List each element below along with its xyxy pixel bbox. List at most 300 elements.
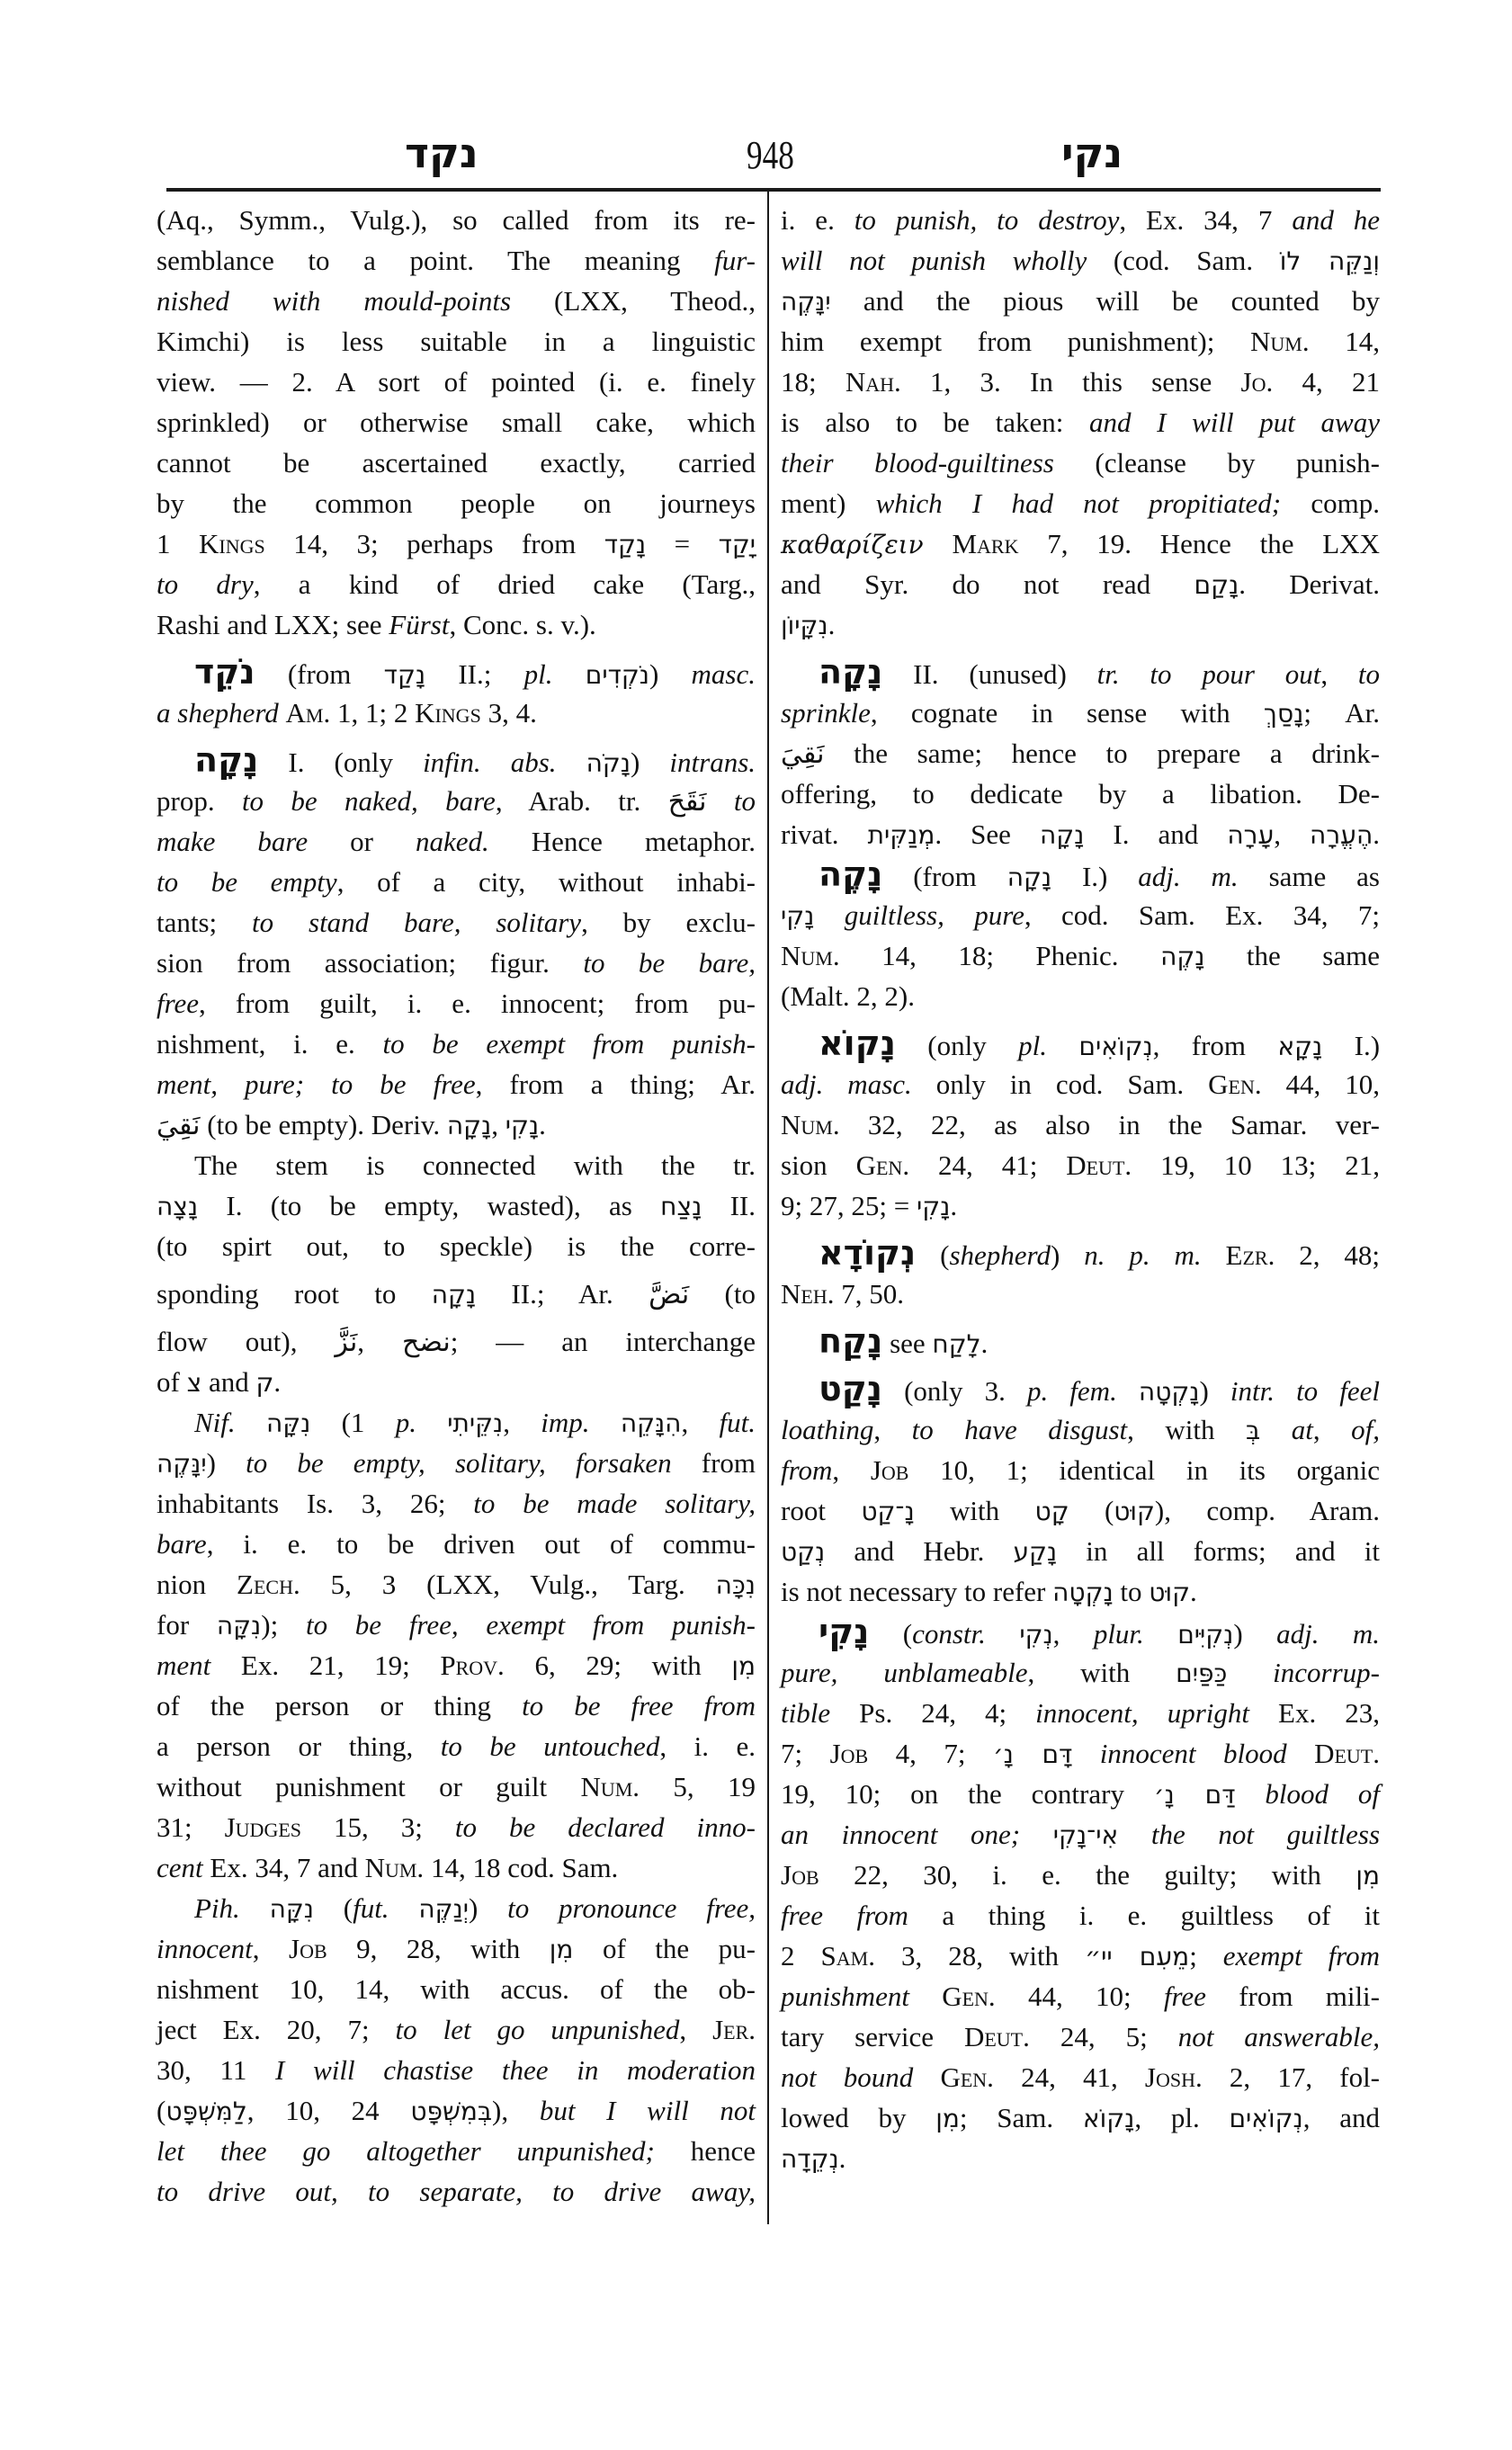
right-column [781, 200, 1380, 2178]
arabic-word: نَقِيَ [781, 738, 825, 770]
text-line [157, 240, 756, 281]
text: Ps. 24, 4; [830, 1697, 1036, 1729]
italic-text: fur- [714, 245, 756, 276]
text: the same [1204, 940, 1380, 971]
text: 3, 4. [480, 697, 537, 729]
text [1020, 1819, 1053, 1850]
hebrew-word: קוּט [1149, 1578, 1190, 1607]
text-line [157, 1402, 756, 1443]
text: ); [261, 1609, 306, 1641]
text [1047, 1030, 1078, 1061]
small-caps-reference: Neh. [781, 1278, 835, 1310]
text: is also to be taken: [781, 407, 1089, 438]
italic-text: Nif. [194, 1407, 236, 1438]
text: by the common people on journeys [157, 487, 756, 519]
hebrew-word: נִקָּה [216, 1611, 262, 1641]
text: . [539, 1109, 546, 1140]
text-line [781, 1024, 1380, 1064]
italic-text: and I will put away [1089, 407, 1380, 438]
text [552, 658, 585, 690]
text: 2, 48; [1275, 1239, 1380, 1271]
headword: נְקוֹדָא [819, 1233, 917, 1273]
text-line [781, 693, 1380, 733]
italic-text: Pih. [194, 1892, 240, 1924]
text [240, 1892, 270, 1924]
text: 2, 17, fol- [1202, 2061, 1381, 2093]
text-line [781, 1274, 1380, 1314]
text: from [671, 1447, 756, 1479]
hebrew-word: דָּם נָ׳ [992, 1739, 1073, 1769]
italic-text: at [1291, 1414, 1313, 1445]
italic-text: loathing [781, 1414, 874, 1445]
text-line [157, 1362, 756, 1402]
headword: נָקוֹא [819, 1024, 896, 1063]
hebrew-word: נָקַד [604, 530, 647, 559]
hebrew-word: הֶעֱרָה [1310, 820, 1373, 850]
text [416, 1407, 447, 1438]
text-line [781, 1233, 1380, 1274]
text: sprinkled) or otherwise small cake, which [157, 407, 756, 438]
text: hence [654, 2135, 756, 2167]
italic-text: masc. [691, 658, 756, 690]
italic-text: to be untouched [440, 1730, 660, 1762]
text-line [781, 1145, 1380, 1185]
text: Rashi and LXX; see [157, 609, 389, 640]
text: flow out), [157, 1326, 336, 1357]
text-line [157, 2131, 756, 2171]
text [1144, 1618, 1177, 1650]
text: of the pu- [573, 1933, 756, 1964]
text-line [781, 1855, 1380, 1895]
text-line [157, 362, 756, 402]
text: I. and [1084, 818, 1228, 850]
text-line [157, 321, 756, 362]
headword: נֹקֵד [194, 652, 255, 692]
text: I. (only [258, 747, 424, 778]
text: ) [631, 747, 670, 778]
text-line [157, 523, 756, 564]
text: same as [1238, 861, 1381, 892]
italic-text: innocent, upright [1035, 1697, 1249, 1729]
text: , from guilt, i. e. innocent; from pu- [199, 988, 756, 1019]
text: 5, 19 [640, 1771, 756, 1802]
text: to [1113, 1576, 1150, 1607]
text: with [914, 1495, 1035, 1526]
italic-text: intr. to feel [1230, 1375, 1381, 1407]
text: 7, 50. [834, 1278, 904, 1310]
hebrew-word: נְקַט [781, 1537, 826, 1567]
italic-text: intrans. [669, 747, 756, 778]
text: ( [1069, 1495, 1114, 1526]
text: and Hebr. [825, 1535, 1014, 1567]
text: , Conc. s. v.). [449, 609, 596, 640]
italic-text: to [733, 785, 756, 817]
text-line [781, 362, 1380, 402]
text [1072, 1738, 1099, 1769]
small-caps-reference: Kings [199, 528, 265, 559]
text-line [157, 1064, 756, 1104]
small-caps-reference: Job [781, 1859, 819, 1891]
text-line [157, 200, 756, 240]
text: II. (unused) [882, 658, 1097, 690]
text-line [781, 483, 1380, 523]
text-line [157, 564, 756, 604]
text: ject Ex. 20, 7; [157, 2014, 396, 2045]
text: , [679, 2014, 713, 2045]
text: . See [935, 818, 1040, 850]
text: 4, 7; [868, 1738, 993, 1769]
text-line [781, 564, 1380, 604]
hebrew-word: לָקַח [932, 1329, 981, 1359]
text [557, 747, 586, 778]
hebrew-word: נָקָה [431, 1280, 477, 1310]
text: inhabitants Is. 3, 26; [157, 1488, 474, 1519]
text-line [157, 1605, 756, 1645]
italic-text: to have disgust [911, 1414, 1128, 1445]
hebrew-word: יָקַד [718, 530, 756, 559]
italic-text: punishment [781, 1981, 909, 2012]
hebrew-word: קוּט [1114, 1497, 1155, 1526]
italic-text: pl. [1018, 1030, 1047, 1061]
text-line [157, 781, 756, 821]
text-line [781, 1321, 1380, 1362]
hebrew-word: נָקַד [383, 660, 426, 690]
text-line [781, 1064, 1380, 1104]
text: , [491, 1109, 505, 1140]
text-line [781, 1450, 1380, 1490]
text-line [781, 1490, 1380, 1531]
text-line [157, 1888, 756, 1928]
text: , from [1152, 1030, 1278, 1061]
text-line [157, 693, 756, 733]
text-line [157, 2171, 756, 2212]
text-line [781, 1976, 1380, 2016]
small-caps-reference: Deut. [1314, 1738, 1380, 1769]
text: , 10, 24 [246, 2095, 411, 2126]
text: 32, 22, as also in the Samar. ver- [839, 1109, 1380, 1140]
hebrew-word: נָסַךְ [1263, 699, 1304, 729]
text-line [781, 604, 1380, 645]
text: (to [689, 1278, 756, 1310]
text: Ex. 34, 7 and [202, 1852, 365, 1883]
text-line [157, 1726, 756, 1766]
text: ) [468, 1892, 508, 1924]
text: lowed by [781, 2102, 936, 2133]
text: him exempt from punishment); [781, 326, 1250, 357]
headword: נָקָה [194, 740, 259, 780]
text: 24, 41, [993, 2061, 1145, 2093]
italic-text: to be free, exempt from punish- [305, 1609, 756, 1641]
text: , a kind of dried cake (Targ., [253, 568, 756, 600]
text: ( [313, 1892, 353, 1924]
hebrew-word: יִנָּקֶה [157, 1449, 207, 1479]
text-line [157, 443, 756, 483]
text: sion from association; figur. [157, 947, 584, 979]
text: from mili- [1205, 1981, 1380, 2012]
text [1118, 1819, 1151, 1850]
text: 44, 10, [1261, 1069, 1380, 1100]
italic-text: to be empty, solitary, forsaken [246, 1447, 672, 1479]
text: . Derivat. [1239, 568, 1380, 600]
text: of the person or thing [157, 1690, 523, 1721]
italic-text: but I will not [539, 2095, 756, 2126]
text: 30, 11 [157, 2054, 276, 2086]
small-caps-reference: Num. [364, 1852, 425, 1883]
text: is not necessary to refer [781, 1576, 1053, 1607]
headword: נָקָה [819, 652, 883, 692]
text: . [950, 1190, 958, 1221]
text-line [781, 1652, 1380, 1693]
hebrew-word: מֵעִם יי״ [1085, 1942, 1190, 1972]
hebrew-word: נְקוֹאִים [1229, 2104, 1303, 2133]
text: (cod. Sam. [1087, 245, 1280, 276]
hebrew-word: נָצָה [157, 1192, 199, 1221]
hebrew-word: נֹקְדִים [585, 660, 649, 690]
text: ( [157, 2095, 166, 2126]
small-caps-reference: Gen. [1208, 1069, 1262, 1100]
text: (from [255, 658, 384, 690]
text: ) [206, 1447, 246, 1479]
italic-text: the not guiltless [1150, 1819, 1381, 1850]
text: (Aq., Symm., Vulg.), so called from its re- [157, 204, 756, 236]
italic-text: adj. m. [1276, 1618, 1380, 1650]
hebrew-word: דַּם נָ׳ [1153, 1780, 1236, 1810]
text: ment) [781, 487, 876, 519]
text: of [157, 1366, 187, 1398]
italic-text: which I had not propitiated; [875, 487, 1282, 519]
text: and Syr. do not read [781, 568, 1194, 600]
hebrew-word: נָקָה [1039, 820, 1085, 850]
text [1202, 1239, 1226, 1271]
text: 19, 10; on the contrary [781, 1778, 1154, 1810]
small-caps-reference: Zech. [237, 1569, 300, 1600]
text: , Arab. tr. [495, 785, 668, 817]
text: . [1373, 818, 1380, 850]
text: II.; Ar. [476, 1278, 649, 1310]
hebrew-word: צ [186, 1368, 202, 1398]
text-line [781, 1814, 1380, 1855]
text [924, 528, 953, 559]
text-line [157, 2050, 756, 2090]
text: (from [882, 861, 1007, 892]
small-caps-reference: Kings [415, 697, 481, 729]
text: nion [157, 1569, 237, 1600]
text: , with [1027, 1657, 1176, 1688]
small-caps-reference: Deut. [963, 2021, 1030, 2052]
italic-text: free [1163, 1981, 1206, 2012]
hebrew-word: מִן [549, 1935, 574, 1964]
text-line [781, 1185, 1380, 1226]
italic-text: incorrup- [1273, 1657, 1380, 1688]
small-caps-reference: Mark [952, 528, 1019, 559]
text: , with [1127, 1414, 1247, 1445]
italic-text: adj. m. [1138, 861, 1239, 892]
italic-text: from [781, 1454, 833, 1486]
text: 15, 3; [301, 1811, 455, 1843]
text: , cod. Sam. Ex. 34, 7; [1024, 899, 1381, 931]
text: in all forms; and it [1057, 1535, 1380, 1567]
hebrew-word: נָקְטָה [1052, 1578, 1114, 1607]
hebrew-word: נִקֵּיתִי [447, 1408, 504, 1438]
text: sponding root to [157, 1278, 432, 1310]
text-line [781, 2016, 1380, 2057]
text-line [157, 1274, 756, 1314]
text [913, 2061, 940, 2093]
text: 2 [781, 1940, 821, 1972]
italic-text: to stand bare, solitary [252, 907, 582, 938]
text: I. (to be empty, wasted), as [198, 1190, 661, 1221]
italic-text: innocent blood [1099, 1738, 1287, 1769]
text: only in cod. Sam. [911, 1069, 1209, 1100]
text: , [832, 1454, 871, 1486]
text-line [781, 976, 1380, 1016]
text: 1, 1; 2 [330, 697, 416, 729]
text-line [781, 1369, 1380, 1409]
text: 6, 29; with [504, 1650, 732, 1681]
text: 24, 5; [1029, 2021, 1178, 2052]
hebrew-word: נִכָּה [715, 1570, 756, 1600]
text: nishment 10, 14, with accus. of the ob- [157, 1973, 756, 2005]
text: ) [1199, 1375, 1230, 1407]
text: I.) [1322, 1030, 1381, 1061]
text: sion [781, 1149, 856, 1181]
text-line [157, 1483, 756, 1524]
italic-text: guiltless, pure [844, 899, 1024, 931]
header-rule [166, 188, 1381, 192]
small-caps-reference: Num. [781, 1109, 840, 1140]
italic-text: to be free from [522, 1690, 756, 1721]
text [986, 1618, 1019, 1650]
header-right-guide-word: נקי [1061, 129, 1123, 177]
italic-text: tible [781, 1697, 831, 1729]
small-caps-reference: Job [870, 1454, 909, 1486]
hebrew-word: נָקוֹא [1082, 2104, 1135, 2133]
text [1236, 1778, 1266, 1810]
text-line [157, 740, 756, 781]
text [1260, 1414, 1292, 1445]
text: and the pious will be counted by [830, 285, 1380, 317]
italic-text: pure, unblameable [781, 1657, 1028, 1688]
header-left-guide-word: נקד [405, 129, 479, 177]
headword: נָקַח [819, 1321, 883, 1361]
text: 1 [157, 528, 199, 559]
text: 7, 19. Hence the LXX [1018, 528, 1381, 559]
italic-text: and he [1292, 204, 1381, 236]
text: cannot be ascertained exactly, carried [157, 447, 756, 478]
hebrew-word: נָקְטָה [1138, 1377, 1200, 1407]
italic-text: shepherd [949, 1239, 1051, 1271]
small-caps-reference: Num. [1250, 326, 1310, 357]
text: (1 [310, 1407, 396, 1438]
text-line [157, 1443, 756, 1483]
text-line [781, 523, 1380, 564]
text: ), [492, 2095, 540, 2126]
arabic-word: نَقَحَ [667, 786, 707, 818]
italic-text: will not punish wholly [781, 245, 1087, 276]
text: 3, 28, with [874, 1940, 1086, 1972]
arabic-word: نَزَّ [335, 1327, 358, 1358]
italic-text: to be declared inno- [454, 1811, 756, 1843]
hebrew-word: נָקָה [446, 1111, 492, 1140]
italic-text: to be exempt from punish- [382, 1028, 756, 1060]
italic-text: to let go unpunished [395, 2014, 680, 2045]
text: ; — an interchange [450, 1326, 756, 1357]
italic-text: exempt from [1222, 1940, 1380, 1972]
text: 10, 1; identical in its organic [908, 1454, 1381, 1486]
italic-text: not answerable, [1177, 2021, 1380, 2052]
text: I.) [1051, 861, 1139, 892]
italic-text: an innocent one; [781, 1819, 1021, 1850]
italic-text: to pronounce free, [507, 1892, 756, 1924]
text: , cognate in sense with [870, 697, 1264, 729]
text: , [1320, 658, 1358, 690]
hebrew-word: קָט [1034, 1497, 1069, 1526]
text-line [781, 1733, 1380, 1774]
text-line [157, 1685, 756, 1726]
text [1287, 1738, 1314, 1769]
hebrew-word: נָקִי [505, 1111, 540, 1140]
text-line [157, 1185, 756, 1226]
text: , [1274, 818, 1311, 850]
text: 1, 3. In this sense [900, 366, 1241, 398]
text [814, 899, 844, 931]
text [1227, 1657, 1273, 1688]
hebrew-word: בְּמִשְׁפָּט [410, 2097, 493, 2126]
hebrew-word: ק [255, 1368, 274, 1398]
text [236, 1407, 266, 1438]
text: , Ex. 34, 7 [1119, 204, 1293, 236]
italic-text: to be naked, bare [241, 785, 496, 817]
italic-text: fut. [719, 1407, 756, 1438]
text: or [308, 826, 416, 857]
text: ), comp. Aram. [1154, 1495, 1380, 1526]
italic-text: to punish, to destroy [854, 204, 1120, 236]
text: 24, 41; [909, 1149, 1067, 1181]
text: 19, 10 13; 21, [1132, 1149, 1380, 1181]
text: , i. e. [659, 1730, 756, 1762]
italic-text: free from [781, 1900, 908, 1931]
italic-text: pl. [523, 658, 553, 690]
italic-text: fut. [353, 1892, 389, 1924]
text: 31; [157, 1811, 225, 1843]
italic-text: constr. [912, 1618, 986, 1650]
hebrew-word: נָקָא [1277, 1032, 1323, 1061]
text: , from a thing; Ar. [475, 1069, 756, 1100]
text: comp. [1281, 487, 1381, 519]
text: 9, 28, with [327, 1933, 550, 1964]
text: . [980, 1328, 989, 1359]
text: ( [916, 1239, 950, 1271]
text: . [273, 1366, 282, 1398]
text: root [781, 1495, 862, 1526]
text-line [157, 821, 756, 862]
italic-text: make bare [157, 826, 309, 857]
hebrew-word: נְקוֹאִים [1078, 1032, 1153, 1061]
text: rivat. [781, 818, 868, 850]
italic-text: nished with mould-points [157, 285, 512, 317]
small-caps-reference: Ezr. [1225, 1239, 1275, 1271]
hebrew-word: אִי־נָקִי [1052, 1820, 1119, 1850]
text-line [781, 1409, 1380, 1450]
small-caps-reference: Josh. [1144, 2061, 1203, 2093]
text: nishment, i. e. [157, 1028, 383, 1060]
text: 14, 18 cod. Sam. [424, 1852, 619, 1883]
text [279, 697, 286, 729]
text: (Malt. 2, 2). [781, 980, 915, 1012]
text-line [157, 1766, 756, 1807]
text: , by exclu- [581, 907, 756, 938]
text: Ex. 23, [1249, 1697, 1381, 1729]
